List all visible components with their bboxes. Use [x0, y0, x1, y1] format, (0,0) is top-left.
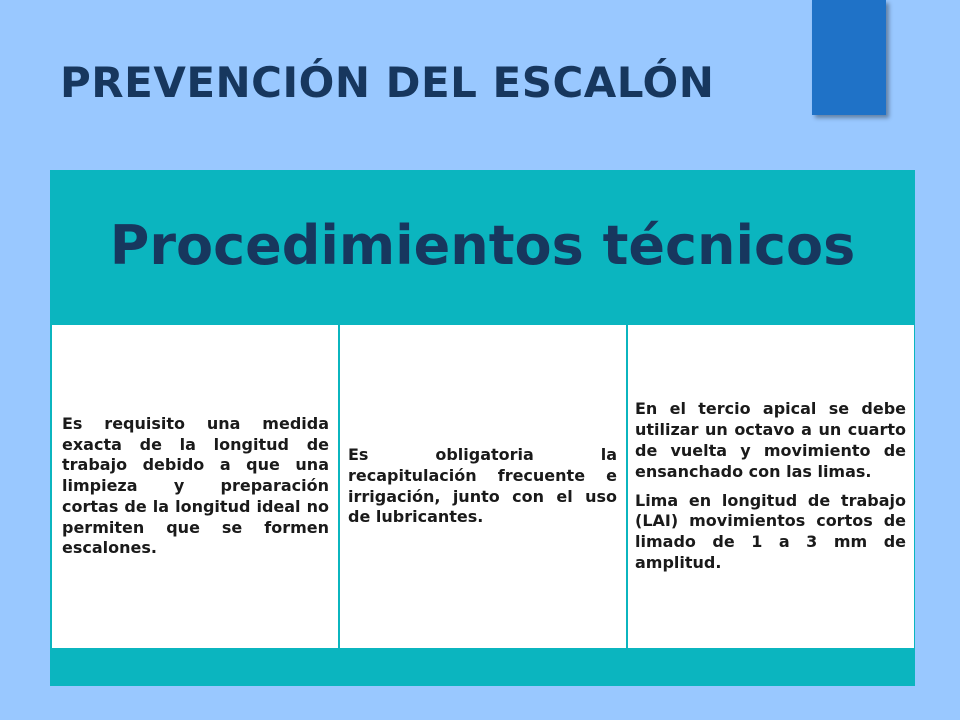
slide-title: PREVENCIÓN DEL ESCALÓN [60, 58, 715, 107]
procedure-text: Es requisito una medida exacta de la longitud de trabajo debido a que una limpieza y preparación cortas de la longitud ideal no permiten que se formen escalones. [62, 413, 329, 558]
procedures-panel [50, 170, 915, 686]
accent-bar [812, 0, 886, 115]
procedure-column-3 [628, 325, 914, 648]
procedure-text: En el tercio apical se debe utilizar un octavo a un cuarto de vuelta y movimiento de ensanchado con las limas. [635, 399, 906, 481]
panel-heading: Procedimientos técnicos [109, 214, 856, 277]
procedure-column-1 [52, 325, 338, 648]
procedure-text: Lima en longitud de trabajo (LAI) movimientos cortos de limado de 1 a 3 mm de amplitud. [635, 490, 906, 572]
procedure-column-2 [340, 325, 626, 648]
procedure-text: Es obligatoria la recapitulación frecuente e irrigación, junto con el uso de lubricantes. [348, 444, 617, 527]
